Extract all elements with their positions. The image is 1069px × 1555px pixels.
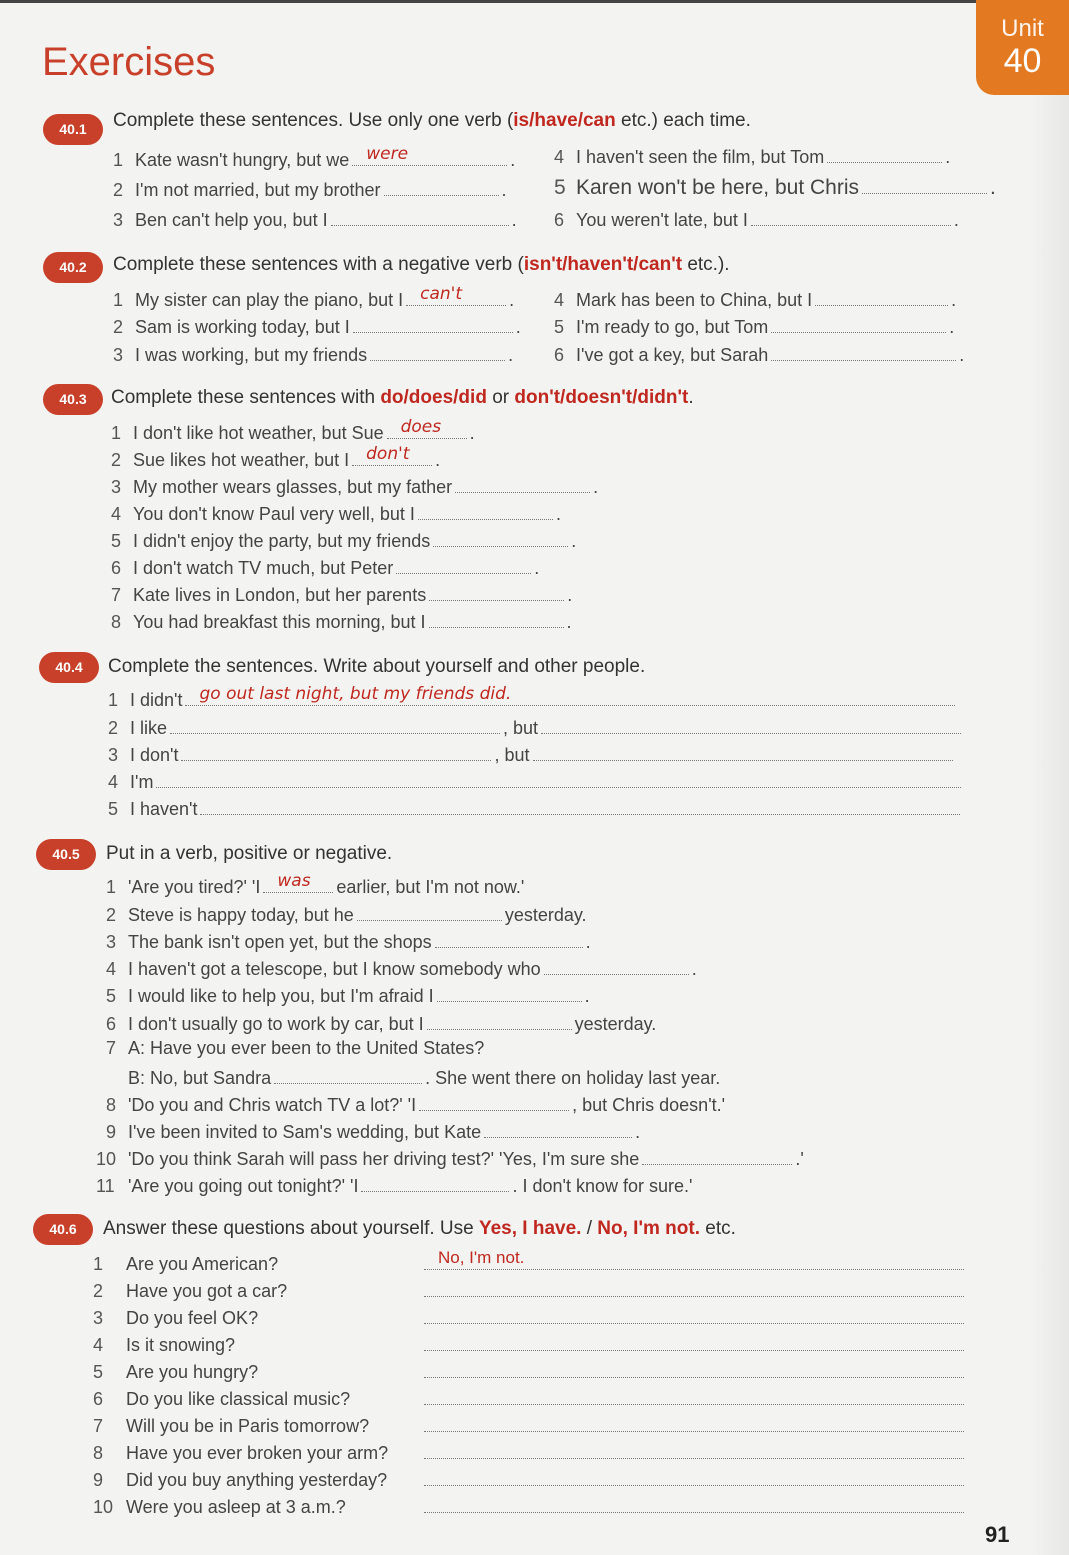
exercise-item: 2 Sam is working today, but I .: [113, 314, 521, 338]
answer-blank[interactable]: does: [387, 420, 467, 439]
answer-blank[interactable]: [424, 1440, 964, 1459]
answer-blank[interactable]: [815, 287, 948, 306]
exercise-instruction-40-3: Complete these sentences with do/does/did or don't/doesn't/didn't.: [111, 387, 694, 408]
exercise-badge-40-3: 40.3: [43, 384, 103, 415]
answer-blank[interactable]: [384, 177, 499, 196]
exercise-item: 3 Ben can't help you, but I .: [113, 207, 517, 231]
exercise-item: 8 Have you ever broken your arm?: [93, 1440, 967, 1464]
exercise-item: 1 Kate wasn't hungry, but we were .: [113, 144, 516, 170]
answer-blank[interactable]: [424, 1359, 964, 1378]
exercise-item: 10 'Do you think Sarah will pass her driving test?' 'Yes, I'm sure she .': [96, 1146, 804, 1170]
answer-blank[interactable]: go out last night, but my friends did.: [185, 687, 955, 706]
exercise-item: 8 You had breakfast this morning, but I .: [111, 609, 572, 633]
exercise-item: 2 Sue likes hot weather, but I don't .: [111, 444, 441, 470]
exercise-item: 2 Have you got a car?: [93, 1278, 967, 1302]
exercise-item: 5 Karen won't be here, but Chris .: [554, 176, 996, 199]
answer-blank[interactable]: [156, 769, 961, 788]
answer-blank[interactable]: [424, 1413, 964, 1432]
exercise-item: B: No, but Sandra . She went there on holiday last year.: [106, 1065, 720, 1089]
exercise-item: 2 Steve is happy today, but he yesterday.: [106, 902, 587, 926]
answer-blank[interactable]: [361, 1173, 509, 1192]
answer-blank[interactable]: were: [352, 147, 507, 166]
answer-blank[interactable]: [331, 207, 509, 226]
exercise-badge-40-4: 40.4: [39, 652, 99, 683]
exercise-item: 5 I didn't enjoy the party, but my friends .: [111, 528, 576, 552]
exercise-item: 2 I'm not married, but my brother .: [113, 177, 507, 201]
exercise-item: 11 'Are you going out tonight?' 'I . I don't know for sure.': [96, 1173, 692, 1197]
exercise-item: 2 I like , but: [108, 715, 964, 739]
exercise-item: 7 Will you be in Paris tomorrow?: [93, 1413, 967, 1437]
answer-blank[interactable]: No, I'm not.: [424, 1251, 964, 1270]
answer-blank[interactable]: [396, 555, 531, 574]
answer-blank[interactable]: [435, 929, 583, 948]
answer-blank[interactable]: [862, 175, 987, 194]
answer-blank[interactable]: don't: [352, 447, 432, 466]
exercise-badge-40-5: 40.5: [36, 839, 96, 870]
exercise-item: 3 I don't , but: [108, 742, 956, 766]
answer-blank[interactable]: [424, 1305, 964, 1324]
exercise-item: 5 I would like to help you, but I'm afraid I .: [106, 983, 590, 1007]
answer-blank[interactable]: [419, 1092, 569, 1111]
exercise-instruction-40-6: Answer these questions about yourself. Use Yes, I have. / No, I'm not. etc.: [103, 1218, 736, 1239]
exercise-instruction-40-5: Put in a verb, positive or negative.: [106, 843, 393, 864]
exercise-item: 7 Kate lives in London, but her parents .: [111, 582, 572, 606]
answer-blank[interactable]: [418, 501, 553, 520]
answer-blank[interactable]: [357, 902, 502, 921]
exercise-badge-40-2: 40.2: [43, 252, 103, 283]
exercise-item: 3 Do you feel OK?: [93, 1305, 967, 1329]
answer-blank[interactable]: [274, 1065, 422, 1084]
answer-blank[interactable]: was: [263, 874, 333, 893]
exercise-item: 5 I haven't: [108, 796, 963, 820]
answer-blank[interactable]: [771, 342, 956, 361]
exercise-item: 5 I'm ready to go, but Tom .: [554, 314, 954, 338]
exercise-item: 4 You don't know Paul very well, but I .: [111, 501, 561, 525]
answer-blank[interactable]: [370, 342, 505, 361]
exercise-item: 1 I didn't go out last night, but my friends did.: [108, 687, 958, 711]
answer-blank[interactable]: can't: [406, 287, 506, 306]
unit-label: Unit: [1001, 15, 1044, 42]
exercise-item: 5 Are you hungry?: [93, 1359, 967, 1383]
answer-blank[interactable]: [353, 314, 513, 333]
exercise-item: 1 I don't like hot weather, but Sue does .: [111, 417, 475, 443]
exercise-item: 6 You weren't late, but I .: [554, 207, 959, 231]
exercise-item: 4 I'm: [108, 769, 964, 793]
answer-blank[interactable]: [424, 1467, 964, 1486]
answer-blank[interactable]: [181, 742, 491, 761]
answer-blank[interactable]: [424, 1386, 964, 1405]
page-number: 91: [985, 1522, 1010, 1547]
exercise-item: 3 My mother wears glasses, but my father .: [111, 474, 598, 498]
exercise-instruction-40-1: Complete these sentences. Use only one verb (is/have/can etc.) each time.: [113, 110, 751, 131]
answer-blank[interactable]: [751, 207, 951, 226]
answer-blank[interactable]: [427, 1011, 572, 1030]
exercise-item: 1 My sister can play the piano, but I can't .: [113, 284, 515, 310]
exercise-item: 3 I was working, but my friends .: [113, 342, 513, 366]
exercise-item: 1 Are you American? No, I'm not.: [93, 1251, 967, 1275]
answer-blank[interactable]: [424, 1494, 964, 1513]
exercise-instruction-40-4: Complete the sentences. Write about yourself and other people.: [108, 656, 646, 677]
answer-blank[interactable]: [455, 474, 590, 493]
exercise-item: 9 Did you buy anything yesterday?: [93, 1467, 967, 1491]
answer-blank[interactable]: [429, 582, 564, 601]
exercise-badge-40-6: 40.6: [33, 1214, 93, 1245]
answer-blank[interactable]: [533, 742, 953, 761]
answer-blank[interactable]: [484, 1119, 632, 1138]
unit-number: 40: [1003, 42, 1042, 80]
page-title: Exercises: [42, 40, 216, 84]
exercise-item: 9 I've been invited to Sam's wedding, but Kate .: [106, 1119, 640, 1143]
answer-blank[interactable]: [437, 983, 582, 1002]
answer-blank[interactable]: [429, 609, 564, 628]
exercise-badge-40-1: 40.1: [43, 114, 103, 145]
answer-blank[interactable]: [424, 1278, 964, 1297]
answer-blank[interactable]: [170, 715, 500, 734]
page-shadow: [1030, 95, 1069, 1555]
exercise-item: 6 I don't usually go to work by car, but I yesterday.: [106, 1011, 656, 1035]
answer-blank[interactable]: [541, 715, 961, 734]
exercise-item: 4 Is it snowing?: [93, 1332, 967, 1356]
exercise-item: 6 I've got a key, but Sarah .: [554, 342, 964, 366]
answer-blank[interactable]: [642, 1146, 792, 1165]
exercise-item: 4 I haven't got a telescope, but I know somebody who .: [106, 956, 697, 980]
exercise-item: 6 I don't watch TV much, but Peter .: [111, 555, 539, 579]
exercise-item: 8 'Do you and Chris watch TV a lot?' 'I , but Chris doesn't.': [106, 1092, 725, 1116]
exercise-item: 4 Mark has been to China, but I .: [554, 287, 956, 311]
answer-blank[interactable]: [200, 796, 960, 815]
exercise-instruction-40-2: Complete these sentences with a negative verb (isn't/haven't/can't etc.).: [113, 254, 730, 275]
exercise-item: 1 'Are you tired?' 'I was earlier, but I'm not now.': [106, 871, 525, 897]
answer-blank[interactable]: [433, 528, 568, 547]
unit-tab: [976, 0, 1069, 95]
answer-blank[interactable]: [771, 314, 946, 333]
exercise-item: 4 I haven't seen the film, but Tom .: [554, 144, 950, 168]
exercise-item: 6 Do you like classical music?: [93, 1386, 967, 1410]
answer-blank[interactable]: [424, 1332, 964, 1351]
top-rule: [0, 0, 1000, 3]
exercise-item: 10 Were you asleep at 3 a.m.?: [93, 1494, 967, 1518]
answer-blank[interactable]: [544, 956, 689, 975]
answer-blank[interactable]: [827, 144, 942, 163]
exercise-item: 3 The bank isn't open yet, but the shops .: [106, 929, 591, 953]
exercise-item: 7 A: Have you ever been to the United States?: [106, 1038, 485, 1058]
